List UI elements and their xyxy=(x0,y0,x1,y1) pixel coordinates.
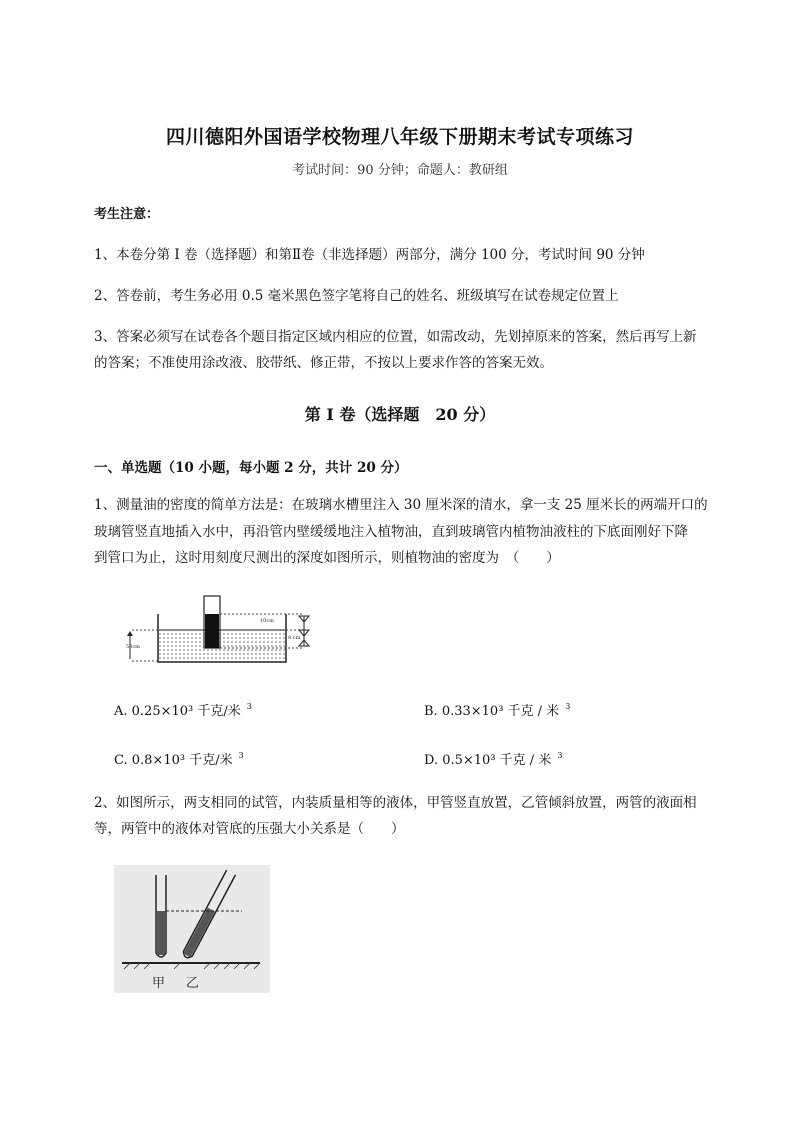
q1-figure xyxy=(118,592,328,668)
right-measure-top-label: 10cm xyxy=(260,618,274,624)
q1-option-c-text: C. 0.8×10³ 千克/米 xyxy=(114,753,233,768)
right-measure-mid-label: 8 cm xyxy=(288,635,301,641)
exam-info: 考试时间：90 分钟；命题人：教研组 xyxy=(292,163,508,178)
q1-option-c[interactable] xyxy=(114,749,244,768)
q1-option-b[interactable] xyxy=(424,700,570,719)
notice-item-3-cont: 的答案；不准使用涂改液、胶带纸、修正带，不按以上要求作答的答案无效。 xyxy=(94,355,553,371)
q2-line-2: 等，两管中的液体对管底的压强大小关系是（ ） xyxy=(94,821,405,837)
q1-option-a-text: A. 0.25×10³ 千克/米 xyxy=(114,704,241,719)
left-measure-label: 50cm xyxy=(126,644,140,650)
tube-yi-label: 乙 xyxy=(186,976,200,991)
q1-option-d-text: D. 0.5×10³ 千克 / 米 xyxy=(424,753,552,768)
oil-column xyxy=(205,614,219,648)
tube-jia-liquid xyxy=(157,911,165,955)
mc-heading: 一、单选题（10 小题，每小题 2 分，共计 20 分） xyxy=(94,460,408,476)
tube-yi-liquid xyxy=(183,908,214,958)
q1-option-b-sup: 3 xyxy=(565,702,571,711)
q1-option-c-sup: 3 xyxy=(238,751,244,760)
page-title: 四川德阳外国语学校物理八年级下册期末考试专项练习 xyxy=(165,126,634,148)
notice-item-1: 1、本卷分第 I 卷（选择题）和第Ⅱ卷（非选择题）两部分，满分 100 分，考试时间 90 分钟 xyxy=(94,247,645,263)
q1-option-b-text: B. 0.33×10³ 千克 / 米 xyxy=(424,704,560,719)
notice-item-3: 3、答案必须写在试卷各个题目指定区域内相应的位置，如需改动，先划掉原来的答案，然后再写上新 xyxy=(94,329,697,345)
q1-option-d[interactable] xyxy=(424,749,562,768)
tube-jia-label: 甲 xyxy=(152,976,166,991)
q2-line-1: 2、如图所示，两支相同的试管，内装质量相等的液体，甲管竖直放置，乙管倾斜放置，两管的液面相 xyxy=(94,795,697,811)
q1-option-a[interactable] xyxy=(114,700,252,719)
q1-line-3: 到管口为止，这时用刻度尺测出的深度如图所示，则植物油的密度为 （ ） xyxy=(94,550,560,566)
water-region xyxy=(159,630,285,661)
q2-figure xyxy=(114,865,270,993)
q1-option-d-sup: 3 xyxy=(557,751,563,760)
q1-option-a-sup: 3 xyxy=(246,702,252,711)
section-title: 第 I 卷（选择题 20 分） xyxy=(304,405,496,424)
q1-line-1: 1、测量油的密度的简单方法是：在玻璃水槽里注入 30 厘米深的清水，拿一支 25 厘米长的两端开口的 xyxy=(94,497,708,513)
notice-heading: 考生注意： xyxy=(94,207,160,222)
notice-item-2: 2、答卷前，考生务必用 0.5 毫米黑色签字笔将自己的姓名、班级填写在试卷规定位置上 xyxy=(94,288,619,304)
q1-line-2: 玻璃管竖直地插入水中，再沿管内壁缓缓地注入植物油，直到玻璃管内植物油液柱的下底面刚好下降 xyxy=(94,524,688,540)
